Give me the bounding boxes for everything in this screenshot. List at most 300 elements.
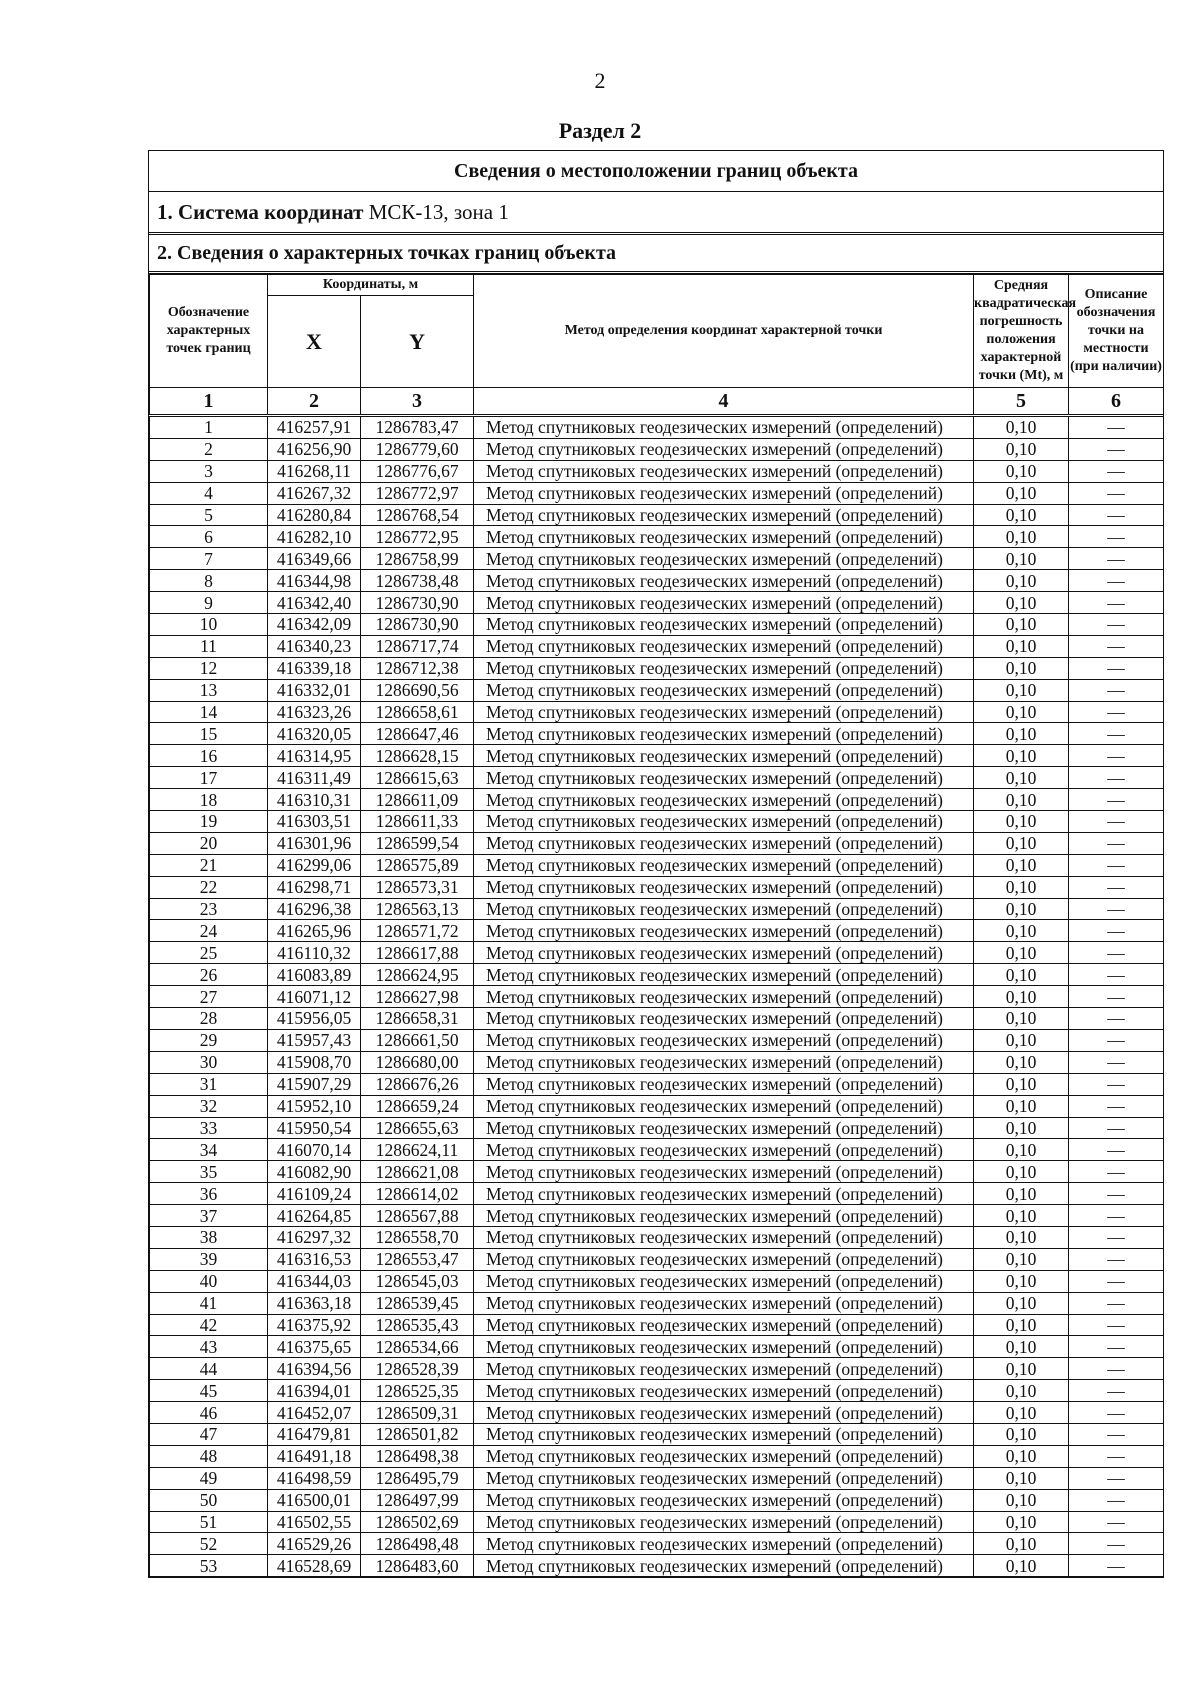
- point-id-cell: 19: [150, 811, 268, 833]
- method-cell: Метод спутниковых геодезических измерений (определений): [474, 701, 974, 723]
- description-cell: —: [1069, 1336, 1164, 1358]
- table-row: [150, 1380, 1164, 1402]
- x-coordinate-cell: 416498,59: [268, 1467, 361, 1489]
- table-row: [150, 832, 1164, 854]
- header-method: Метод определения координат характерной точки: [474, 275, 974, 388]
- y-coordinate-cell: 1286627,98: [361, 986, 474, 1008]
- page-number: 2: [594, 68, 606, 93]
- table-row: [150, 679, 1164, 701]
- y-coordinate-cell: 1286599,54: [361, 832, 474, 854]
- description-cell: —: [1069, 504, 1164, 526]
- table-row: [150, 1029, 1164, 1051]
- error-cell: 0,10: [974, 592, 1069, 614]
- method-cell: Метод спутниковых геодезических измерений (определений): [474, 986, 974, 1008]
- x-coordinate-cell: 416342,09: [268, 614, 361, 636]
- description-cell: —: [1069, 986, 1164, 1008]
- coord-system-line: [149, 192, 1163, 235]
- point-id-cell: 43: [150, 1336, 268, 1358]
- description-cell: —: [1069, 679, 1164, 701]
- y-coordinate-cell: 1286690,56: [361, 679, 474, 701]
- table-row: [150, 1336, 1164, 1358]
- description-cell: —: [1069, 1248, 1164, 1270]
- y-coordinate-cell: 1286563,13: [361, 898, 474, 920]
- table-row: [150, 898, 1164, 920]
- description-cell: —: [1069, 1511, 1164, 1533]
- error-cell: 0,10: [974, 1555, 1069, 1577]
- error-cell: 0,10: [974, 1467, 1069, 1489]
- y-coordinate-cell: 1286483,60: [361, 1555, 474, 1577]
- method-cell: Метод спутниковых геодезических измерений (определений): [474, 482, 974, 504]
- x-coordinate-cell: 415950,54: [268, 1117, 361, 1139]
- table-row: [150, 1555, 1164, 1577]
- error-cell: 0,10: [974, 920, 1069, 942]
- description-cell: —: [1069, 723, 1164, 745]
- method-cell: Метод спутниковых геодезических измерений (определений): [474, 460, 974, 482]
- x-coordinate-cell: 416280,84: [268, 504, 361, 526]
- x-coordinate-cell: 416083,89: [268, 964, 361, 986]
- description-cell: —: [1069, 898, 1164, 920]
- error-cell: 0,10: [974, 1183, 1069, 1205]
- y-coordinate-cell: 1286615,63: [361, 767, 474, 789]
- method-cell: Метод спутниковых геодезических измерений (определений): [474, 898, 974, 920]
- x-coordinate-cell: 416264,85: [268, 1205, 361, 1227]
- table-row: [150, 767, 1164, 789]
- point-id-cell: 18: [150, 789, 268, 811]
- error-cell: 0,10: [974, 854, 1069, 876]
- description-cell: —: [1069, 482, 1164, 504]
- x-coordinate-cell: 415957,43: [268, 1029, 361, 1051]
- point-id-cell: 36: [150, 1183, 268, 1205]
- method-cell: Метод спутниковых геодезических измерений (определений): [474, 964, 974, 986]
- column-number-1: 1: [150, 388, 268, 416]
- x-coordinate-cell: 416311,49: [268, 767, 361, 789]
- header-y: Y: [361, 296, 474, 388]
- method-cell: Метод спутниковых геодезических измерений (определений): [474, 1292, 974, 1314]
- description-cell: —: [1069, 614, 1164, 636]
- table-row: [150, 526, 1164, 548]
- point-id-cell: 38: [150, 1226, 268, 1248]
- point-id-cell: 39: [150, 1248, 268, 1270]
- error-cell: 0,10: [974, 1445, 1069, 1467]
- error-cell: 0,10: [974, 1226, 1069, 1248]
- description-cell: —: [1069, 1139, 1164, 1161]
- y-coordinate-cell: 1286535,43: [361, 1314, 474, 1336]
- point-id-cell: 14: [150, 701, 268, 723]
- description-cell: —: [1069, 635, 1164, 657]
- method-cell: Метод спутниковых геодезических измерений (определений): [474, 1336, 974, 1358]
- x-coordinate-cell: 416070,14: [268, 1139, 361, 1161]
- method-cell: Метод спутниковых геодезических измерений (определений): [474, 1226, 974, 1248]
- error-cell: 0,10: [974, 438, 1069, 460]
- y-coordinate-cell: 1286545,03: [361, 1270, 474, 1292]
- error-cell: 0,10: [974, 745, 1069, 767]
- description-cell: —: [1069, 1555, 1164, 1577]
- error-cell: 0,10: [974, 898, 1069, 920]
- description-cell: —: [1069, 1051, 1164, 1073]
- description-cell: —: [1069, 548, 1164, 570]
- x-coordinate-cell: 416323,26: [268, 701, 361, 723]
- x-coordinate-cell: 416479,81: [268, 1423, 361, 1445]
- description-cell: —: [1069, 964, 1164, 986]
- method-cell: Метод спутниковых геодезических измерений (определений): [474, 1402, 974, 1424]
- y-coordinate-cell: 1286758,99: [361, 548, 474, 570]
- point-id-cell: 24: [150, 920, 268, 942]
- method-cell: Метод спутниковых геодезических измерений (определений): [474, 1183, 974, 1205]
- method-cell: Метод спутниковых геодезических измерений (определений): [474, 1533, 974, 1555]
- method-cell: Метод спутниковых геодезических измерений (определений): [474, 438, 974, 460]
- table-row: [150, 1095, 1164, 1117]
- table-row: [150, 723, 1164, 745]
- y-coordinate-cell: 1286661,50: [361, 1029, 474, 1051]
- x-coordinate-cell: 416491,18: [268, 1445, 361, 1467]
- column-number-6: 6: [1069, 388, 1164, 416]
- x-coordinate-cell: 416339,18: [268, 657, 361, 679]
- error-cell: 0,10: [974, 789, 1069, 811]
- point-id-cell: 8: [150, 570, 268, 592]
- error-cell: 0,10: [974, 1380, 1069, 1402]
- y-coordinate-cell: 1286611,33: [361, 811, 474, 833]
- table-row: [150, 745, 1164, 767]
- method-cell: Метод спутниковых геодезических измерений (определений): [474, 1095, 974, 1117]
- error-cell: 0,10: [974, 1117, 1069, 1139]
- description-cell: —: [1069, 1205, 1164, 1227]
- error-cell: 0,10: [974, 1489, 1069, 1511]
- x-coordinate-cell: 416344,03: [268, 1270, 361, 1292]
- description-cell: —: [1069, 657, 1164, 679]
- error-cell: 0,10: [974, 1292, 1069, 1314]
- y-coordinate-cell: 1286611,09: [361, 789, 474, 811]
- point-id-cell: 42: [150, 1314, 268, 1336]
- error-cell: 0,10: [974, 1073, 1069, 1095]
- table-row: [150, 1511, 1164, 1533]
- x-coordinate-cell: 416110,32: [268, 942, 361, 964]
- point-id-cell: 33: [150, 1117, 268, 1139]
- error-cell: 0,10: [974, 1051, 1069, 1073]
- point-id-cell: 22: [150, 876, 268, 898]
- error-cell: 0,10: [974, 1533, 1069, 1555]
- x-coordinate-cell: 416299,06: [268, 854, 361, 876]
- description-cell: —: [1069, 701, 1164, 723]
- method-cell: Метод спутниковых геодезических измерений (определений): [474, 592, 974, 614]
- table-row: [150, 1161, 1164, 1183]
- y-coordinate-cell: 1286498,48: [361, 1533, 474, 1555]
- method-cell: Метод спутниковых геодезических измерений (определений): [474, 854, 974, 876]
- error-cell: 0,10: [974, 1008, 1069, 1030]
- y-coordinate-cell: 1286658,31: [361, 1008, 474, 1030]
- description-cell: —: [1069, 1292, 1164, 1314]
- method-cell: Метод спутниковых геодезических измерений (определений): [474, 1051, 974, 1073]
- description-cell: —: [1069, 1073, 1164, 1095]
- points-title: 2. Сведения о характерных точках границ объекта: [149, 235, 1163, 274]
- error-cell: 0,10: [974, 1314, 1069, 1336]
- method-cell: Метод спутниковых геодезических измерений (определений): [474, 1161, 974, 1183]
- method-cell: Метод спутниковых геодезических измерений (определений): [474, 416, 974, 439]
- y-coordinate-cell: 1286658,61: [361, 701, 474, 723]
- method-cell: Метод спутниковых геодезических измерений (определений): [474, 1358, 974, 1380]
- y-coordinate-cell: 1286676,26: [361, 1073, 474, 1095]
- error-cell: 0,10: [974, 1423, 1069, 1445]
- method-cell: Метод спутниковых геодезических измерений (определений): [474, 570, 974, 592]
- x-coordinate-cell: 416301,96: [268, 832, 361, 854]
- error-cell: 0,10: [974, 832, 1069, 854]
- x-coordinate-cell: 416109,24: [268, 1183, 361, 1205]
- method-cell: Метод спутниковых геодезических измерений (определений): [474, 1467, 974, 1489]
- x-coordinate-cell: 415952,10: [268, 1095, 361, 1117]
- error-cell: 0,10: [974, 1511, 1069, 1533]
- error-cell: 0,10: [974, 657, 1069, 679]
- point-id-cell: 47: [150, 1423, 268, 1445]
- point-id-cell: 10: [150, 614, 268, 636]
- header-error: Средняя квадратическая погрешность положения характерной точки (Mt), м: [974, 275, 1069, 388]
- table-row: [150, 811, 1164, 833]
- method-cell: Метод спутниковых геодезических измерений (определений): [474, 1445, 974, 1467]
- points-table-body: [150, 416, 1164, 1577]
- error-cell: 0,10: [974, 701, 1069, 723]
- table-row: [150, 1358, 1164, 1380]
- header-description: Описание обозначения точки на местности (при наличии): [1069, 275, 1164, 388]
- table-row: [150, 504, 1164, 526]
- point-id-cell: 17: [150, 767, 268, 789]
- description-cell: —: [1069, 942, 1164, 964]
- error-cell: 0,10: [974, 964, 1069, 986]
- point-id-cell: 28: [150, 1008, 268, 1030]
- point-id-cell: 40: [150, 1270, 268, 1292]
- method-cell: Метод спутниковых геодезических измерений (определений): [474, 1380, 974, 1402]
- description-cell: —: [1069, 1467, 1164, 1489]
- point-id-cell: 20: [150, 832, 268, 854]
- table-row: [150, 1533, 1164, 1555]
- x-coordinate-cell: 415907,29: [268, 1073, 361, 1095]
- description-cell: —: [1069, 592, 1164, 614]
- y-coordinate-cell: 1286624,95: [361, 964, 474, 986]
- error-cell: 0,10: [974, 526, 1069, 548]
- method-cell: Метод спутниковых геодезических измерений (определений): [474, 811, 974, 833]
- table-row: [150, 1423, 1164, 1445]
- method-cell: Метод спутниковых геодезических измерений (определений): [474, 526, 974, 548]
- point-id-cell: 3: [150, 460, 268, 482]
- method-cell: Метод спутниковых геодезических измерений (определений): [474, 1117, 974, 1139]
- y-coordinate-cell: 1286712,38: [361, 657, 474, 679]
- x-coordinate-cell: 416267,32: [268, 482, 361, 504]
- description-cell: —: [1069, 526, 1164, 548]
- coord-system-label: 1. Система координат: [157, 200, 364, 224]
- description-cell: —: [1069, 1380, 1164, 1402]
- description-cell: —: [1069, 1445, 1164, 1467]
- column-number-3: 3: [361, 388, 474, 416]
- table-row: [150, 1183, 1164, 1205]
- point-id-cell: 13: [150, 679, 268, 701]
- table-row: [150, 1292, 1164, 1314]
- point-id-cell: 16: [150, 745, 268, 767]
- method-cell: Метод спутниковых геодезических измерений (определений): [474, 1029, 974, 1051]
- point-id-cell: 15: [150, 723, 268, 745]
- coord-system-value: МСК-13, зона 1: [368, 200, 509, 224]
- table-row: [150, 482, 1164, 504]
- point-id-cell: 4: [150, 482, 268, 504]
- table-row: [150, 1314, 1164, 1336]
- y-coordinate-cell: 1286509,31: [361, 1402, 474, 1424]
- error-cell: 0,10: [974, 811, 1069, 833]
- header-coords: Координаты, м: [268, 275, 474, 296]
- y-coordinate-cell: 1286553,47: [361, 1248, 474, 1270]
- description-cell: —: [1069, 1489, 1164, 1511]
- table-row: [150, 1445, 1164, 1467]
- x-coordinate-cell: 416268,11: [268, 460, 361, 482]
- error-cell: 0,10: [974, 1161, 1069, 1183]
- method-cell: Метод спутниковых геодезических измерений (определений): [474, 1270, 974, 1292]
- y-coordinate-cell: 1286567,88: [361, 1205, 474, 1227]
- point-id-cell: 30: [150, 1051, 268, 1073]
- point-id-cell: 52: [150, 1533, 268, 1555]
- point-id-cell: 37: [150, 1205, 268, 1227]
- y-coordinate-cell: 1286730,90: [361, 614, 474, 636]
- y-coordinate-cell: 1286655,63: [361, 1117, 474, 1139]
- error-cell: 0,10: [974, 986, 1069, 1008]
- x-coordinate-cell: 416363,18: [268, 1292, 361, 1314]
- x-coordinate-cell: 416082,90: [268, 1161, 361, 1183]
- table-row: [150, 548, 1164, 570]
- y-coordinate-cell: 1286779,60: [361, 438, 474, 460]
- x-coordinate-cell: 416332,01: [268, 679, 361, 701]
- description-cell: —: [1069, 789, 1164, 811]
- x-coordinate-cell: 416529,26: [268, 1533, 361, 1555]
- method-cell: Метод спутниковых геодезических измерений (определений): [474, 679, 974, 701]
- x-coordinate-cell: 416316,53: [268, 1248, 361, 1270]
- column-number-2: 2: [268, 388, 361, 416]
- description-cell: —: [1069, 460, 1164, 482]
- y-coordinate-cell: 1286624,11: [361, 1139, 474, 1161]
- x-coordinate-cell: 416071,12: [268, 986, 361, 1008]
- point-id-cell: 35: [150, 1161, 268, 1183]
- method-cell: Метод спутниковых геодезических измерений (определений): [474, 920, 974, 942]
- x-coordinate-cell: 416394,56: [268, 1358, 361, 1380]
- table-row: [150, 942, 1164, 964]
- description-cell: —: [1069, 1183, 1164, 1205]
- point-id-cell: 1: [150, 416, 268, 439]
- method-cell: Метод спутниковых геодезических измерений (определений): [474, 723, 974, 745]
- y-coordinate-cell: 1286647,46: [361, 723, 474, 745]
- y-coordinate-cell: 1286525,35: [361, 1380, 474, 1402]
- points-table: [149, 274, 1164, 1577]
- method-cell: Метод спутниковых геодезических измерений (определений): [474, 789, 974, 811]
- x-coordinate-cell: 416257,91: [268, 416, 361, 439]
- method-cell: Метод спутниковых геодезических измерений (определений): [474, 548, 974, 570]
- error-cell: 0,10: [974, 614, 1069, 636]
- error-cell: 0,10: [974, 460, 1069, 482]
- description-cell: —: [1069, 811, 1164, 833]
- error-cell: 0,10: [974, 504, 1069, 526]
- x-coordinate-cell: 416394,01: [268, 1380, 361, 1402]
- error-cell: 0,10: [974, 679, 1069, 701]
- error-cell: 0,10: [974, 635, 1069, 657]
- header-point: Обозначение характерных точек границ: [150, 275, 268, 388]
- table-row: [150, 1139, 1164, 1161]
- method-cell: Метод спутниковых геодезических измерений (определений): [474, 1489, 974, 1511]
- y-coordinate-cell: 1286575,89: [361, 854, 474, 876]
- method-cell: Метод спутниковых геодезических измерений (определений): [474, 1139, 974, 1161]
- x-coordinate-cell: 416375,65: [268, 1336, 361, 1358]
- table-row: [150, 635, 1164, 657]
- method-cell: Метод спутниковых геодезических измерений (определений): [474, 767, 974, 789]
- y-coordinate-cell: 1286501,82: [361, 1423, 474, 1445]
- description-cell: —: [1069, 920, 1164, 942]
- description-cell: —: [1069, 1161, 1164, 1183]
- description-cell: —: [1069, 1270, 1164, 1292]
- description-cell: —: [1069, 1423, 1164, 1445]
- y-coordinate-cell: 1286680,00: [361, 1051, 474, 1073]
- method-cell: Метод спутниковых геодезических измерений (определений): [474, 1248, 974, 1270]
- table-row: [150, 1117, 1164, 1139]
- method-cell: Метод спутниковых геодезических измерений (определений): [474, 1314, 974, 1336]
- method-cell: Метод спутниковых геодезических измерений (определений): [474, 876, 974, 898]
- point-id-cell: 44: [150, 1358, 268, 1380]
- description-cell: —: [1069, 1226, 1164, 1248]
- y-coordinate-cell: 1286497,99: [361, 1489, 474, 1511]
- point-id-cell: 26: [150, 964, 268, 986]
- table-row: [150, 1489, 1164, 1511]
- description-cell: —: [1069, 1358, 1164, 1380]
- description-cell: —: [1069, 1008, 1164, 1030]
- y-coordinate-cell: 1286534,66: [361, 1336, 474, 1358]
- y-coordinate-cell: 1286738,48: [361, 570, 474, 592]
- point-id-cell: 21: [150, 854, 268, 876]
- method-cell: Метод спутниковых геодезических измерений (определений): [474, 1073, 974, 1095]
- error-cell: 0,10: [974, 1358, 1069, 1380]
- table-row: [150, 1467, 1164, 1489]
- description-cell: —: [1069, 438, 1164, 460]
- point-id-cell: 41: [150, 1292, 268, 1314]
- column-number-4: 4: [474, 388, 974, 416]
- error-cell: 0,10: [974, 1270, 1069, 1292]
- column-number-5: 5: [974, 388, 1069, 416]
- point-id-cell: 5: [150, 504, 268, 526]
- method-cell: Метод спутниковых геодезических измерений (определений): [474, 832, 974, 854]
- error-cell: 0,10: [974, 723, 1069, 745]
- table-row: [150, 614, 1164, 636]
- description-cell: —: [1069, 1533, 1164, 1555]
- error-cell: 0,10: [974, 1029, 1069, 1051]
- x-coordinate-cell: 416502,55: [268, 1511, 361, 1533]
- y-coordinate-cell: 1286539,45: [361, 1292, 474, 1314]
- error-cell: 0,10: [974, 416, 1069, 439]
- method-cell: Метод спутниковых геодезических измерений (определений): [474, 1511, 974, 1533]
- point-id-cell: 11: [150, 635, 268, 657]
- method-cell: Метод спутниковых геодезических измерений (определений): [474, 1555, 974, 1577]
- x-coordinate-cell: 416310,31: [268, 789, 361, 811]
- method-cell: Метод спутниковых геодезических измерений (определений): [474, 635, 974, 657]
- x-coordinate-cell: 416265,96: [268, 920, 361, 942]
- x-coordinate-cell: 416296,38: [268, 898, 361, 920]
- table-row: [150, 1008, 1164, 1030]
- x-coordinate-cell: 416298,71: [268, 876, 361, 898]
- table-row: [150, 1205, 1164, 1227]
- x-coordinate-cell: 416342,40: [268, 592, 361, 614]
- error-cell: 0,10: [974, 548, 1069, 570]
- y-coordinate-cell: 1286730,90: [361, 592, 474, 614]
- method-cell: Метод спутниковых геодезических измерений (определений): [474, 942, 974, 964]
- y-coordinate-cell: 1286495,79: [361, 1467, 474, 1489]
- x-coordinate-cell: 416452,07: [268, 1402, 361, 1424]
- table-row: [150, 416, 1164, 439]
- method-cell: Метод спутниковых геодезических измерений (определений): [474, 504, 974, 526]
- x-coordinate-cell: 416344,98: [268, 570, 361, 592]
- table-row: [150, 1051, 1164, 1073]
- point-id-cell: 50: [150, 1489, 268, 1511]
- description-cell: —: [1069, 1095, 1164, 1117]
- y-coordinate-cell: 1286628,15: [361, 745, 474, 767]
- x-coordinate-cell: 416340,23: [268, 635, 361, 657]
- x-coordinate-cell: 416297,32: [268, 1226, 361, 1248]
